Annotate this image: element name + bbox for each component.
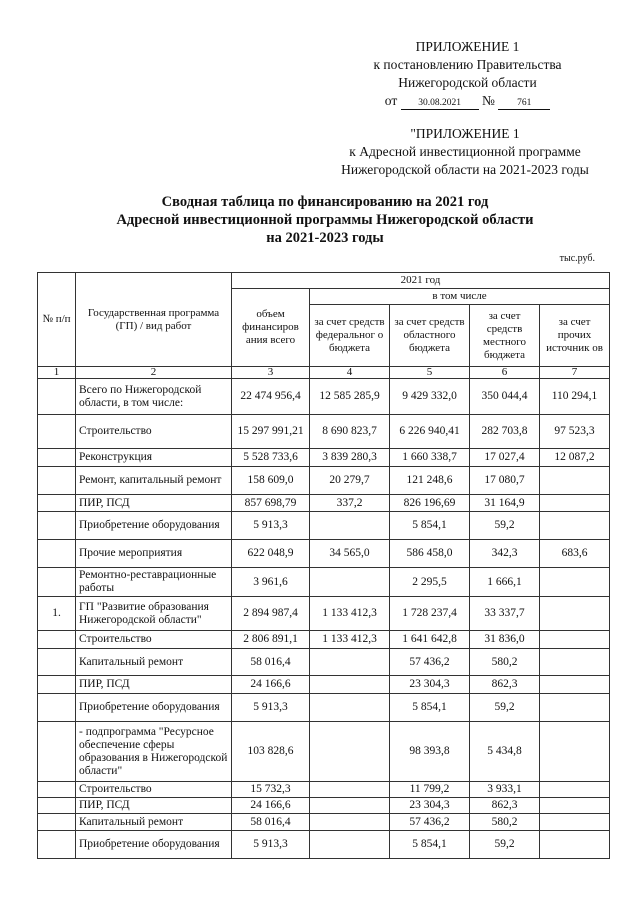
row-regional: 586 458,0 <box>390 540 470 568</box>
col-index: 5 <box>390 367 470 379</box>
document-title <box>60 193 590 247</box>
row-number <box>38 568 76 597</box>
header-year: 2021 год <box>232 273 610 289</box>
row-local: 862,3 <box>470 676 540 694</box>
row-regional: 11 799,2 <box>390 782 470 798</box>
row-local: 3 933,1 <box>470 782 540 798</box>
row-total: 58 016,4 <box>232 649 310 676</box>
row-total: 158 609,0 <box>232 467 310 495</box>
decree-date: 30.08.2021 <box>401 97 479 110</box>
row-other: 97 523,3 <box>540 415 610 449</box>
row-total: 622 048,9 <box>232 540 310 568</box>
row-other <box>540 568 610 597</box>
header-federal: за счет средств федеральног о бюджета <box>310 305 390 367</box>
col-index: 4 <box>310 367 390 379</box>
number-sign: № <box>481 93 495 108</box>
row-number <box>38 540 76 568</box>
row-local: 31 836,0 <box>470 631 540 649</box>
row-other <box>540 782 610 798</box>
appendix2-header <box>300 125 630 179</box>
title-line2: Адресной инвестиционной программы Нижегородской области <box>116 212 534 228</box>
row-local: 580,2 <box>470 814 540 831</box>
row-local: 17 027,4 <box>470 449 540 467</box>
row-name: Всего по Нижегородской области, в том числе: <box>76 379 232 415</box>
row-other <box>540 798 610 814</box>
header-program: Государственная программа (ГП) / вид работ <box>76 273 232 367</box>
row-regional: 98 393,8 <box>390 722 470 782</box>
row-number: 1. <box>38 597 76 631</box>
row-number <box>38 782 76 798</box>
appendix2-line2: к Адресной инвестиционной программе <box>349 144 581 159</box>
row-other <box>540 831 610 859</box>
row-local: 342,3 <box>470 540 540 568</box>
row-regional: 5 854,1 <box>390 831 470 859</box>
row-regional: 121 248,6 <box>390 467 470 495</box>
row-total: 15 297 991,21 <box>232 415 310 449</box>
table-row <box>38 798 610 814</box>
row-regional: 23 304,3 <box>390 798 470 814</box>
row-other <box>540 649 610 676</box>
column-index-row <box>38 367 610 379</box>
title-line3: на 2021-2023 годы <box>266 230 384 246</box>
row-total: 3 961,6 <box>232 568 310 597</box>
row-name: ПИР, ПСД <box>76 676 232 694</box>
row-regional: 5 854,1 <box>390 694 470 722</box>
appendix2-title: "ПРИЛОЖЕНИЕ 1 <box>410 126 520 141</box>
col-index: 1 <box>38 367 76 379</box>
table-row <box>38 540 610 568</box>
row-total: 24 166,6 <box>232 798 310 814</box>
row-number <box>38 722 76 782</box>
table-row <box>38 449 610 467</box>
row-federal: 1 133 412,3 <box>310 631 390 649</box>
table-row <box>38 631 610 649</box>
row-total: 2 806 891,1 <box>232 631 310 649</box>
row-federal: 34 565,0 <box>310 540 390 568</box>
financing-table <box>37 272 610 859</box>
row-other <box>540 814 610 831</box>
row-name: Капитальный ремонт <box>76 814 232 831</box>
row-number <box>38 415 76 449</box>
row-local: 580,2 <box>470 649 540 676</box>
row-local: 5 434,8 <box>470 722 540 782</box>
row-name: Строительство <box>76 631 232 649</box>
row-other <box>540 467 610 495</box>
row-regional: 57 436,2 <box>390 649 470 676</box>
header-num: № п/п <box>38 273 76 367</box>
row-total: 22 474 956,4 <box>232 379 310 415</box>
row-regional: 6 226 940,41 <box>390 415 470 449</box>
row-local: 59,2 <box>470 831 540 859</box>
header-local: за счет средств местного бюджета <box>470 305 540 367</box>
table-row <box>38 649 610 676</box>
row-name: Реконструкция <box>76 449 232 467</box>
row-regional: 1 728 237,4 <box>390 597 470 631</box>
col-index: 3 <box>232 367 310 379</box>
row-local: 350 044,4 <box>470 379 540 415</box>
row-regional: 1 641 642,8 <box>390 631 470 649</box>
appendix-line2: к постановлению Правительства <box>373 57 562 72</box>
row-regional: 9 429 332,0 <box>390 379 470 415</box>
row-regional: 57 436,2 <box>390 814 470 831</box>
row-number <box>38 467 76 495</box>
row-regional: 2 295,5 <box>390 568 470 597</box>
row-total: 5 913,3 <box>232 512 310 540</box>
row-total: 857 698,79 <box>232 495 310 512</box>
row-federal <box>310 782 390 798</box>
row-name: Приобретение оборудования <box>76 694 232 722</box>
row-name: Ремонт, капитальный ремонт <box>76 467 232 495</box>
row-federal <box>310 649 390 676</box>
row-other: 110 294,1 <box>540 379 610 415</box>
col-index: 7 <box>540 367 610 379</box>
row-number <box>38 512 76 540</box>
row-local: 282 703,8 <box>470 415 540 449</box>
header-regional: за счет средств областного бюджета <box>390 305 470 367</box>
table-row <box>38 722 610 782</box>
row-federal <box>310 694 390 722</box>
table-row <box>38 676 610 694</box>
col-index: 6 <box>470 367 540 379</box>
row-local: 1 666,1 <box>470 568 540 597</box>
row-federal <box>310 814 390 831</box>
row-federal: 12 585 285,9 <box>310 379 390 415</box>
row-regional: 23 304,3 <box>390 676 470 694</box>
row-regional: 826 196,69 <box>390 495 470 512</box>
row-local: 17 080,7 <box>470 467 540 495</box>
row-name: Приобретение оборудования <box>76 831 232 859</box>
row-number <box>38 379 76 415</box>
row-other <box>540 722 610 782</box>
row-local: 59,2 <box>470 512 540 540</box>
row-name: Строительство <box>76 782 232 798</box>
date-prefix: от <box>384 93 398 108</box>
row-number <box>38 798 76 814</box>
row-name: Капитальный ремонт <box>76 649 232 676</box>
row-number <box>38 694 76 722</box>
appendix-date-line <box>340 92 595 110</box>
row-name: - подпрограмма "Ресурсное обеспечение сферы образования в Нижегородской области" <box>76 722 232 782</box>
table-row <box>38 831 610 859</box>
row-federal <box>310 568 390 597</box>
row-name: ПИР, ПСД <box>76 798 232 814</box>
row-number <box>38 649 76 676</box>
units-label: тыс.руб. <box>559 253 595 264</box>
row-other <box>540 495 610 512</box>
header-other: за счет прочих источник ов <box>540 305 610 367</box>
row-other <box>540 694 610 722</box>
row-other <box>540 676 610 694</box>
row-total: 5 913,3 <box>232 831 310 859</box>
row-total: 2 894 987,4 <box>232 597 310 631</box>
row-name: Строительство <box>76 415 232 449</box>
table-row <box>38 512 610 540</box>
appendix2-line3: Нижегородской области на 2021-2023 годы <box>341 162 589 177</box>
table-row <box>38 782 610 798</box>
row-name: Ремонтно-реставрационные работы <box>76 568 232 597</box>
title-line1: Сводная таблица по финансированию на 2021 год <box>161 194 489 210</box>
table-row <box>38 495 610 512</box>
row-number <box>38 631 76 649</box>
row-federal: 1 133 412,3 <box>310 597 390 631</box>
row-total: 5 528 733,6 <box>232 449 310 467</box>
row-regional: 1 660 338,7 <box>390 449 470 467</box>
table-row <box>38 467 610 495</box>
row-number <box>38 831 76 859</box>
decree-number: 761 <box>498 97 550 110</box>
header-including: в том числе <box>310 289 610 305</box>
row-name: Прочие мероприятия <box>76 540 232 568</box>
appendix-header <box>340 38 595 110</box>
row-federal: 337,2 <box>310 495 390 512</box>
row-other <box>540 597 610 631</box>
row-local: 31 164,9 <box>470 495 540 512</box>
row-federal <box>310 831 390 859</box>
row-number <box>38 676 76 694</box>
table-row <box>38 694 610 722</box>
row-total: 5 913,3 <box>232 694 310 722</box>
table-row <box>38 597 610 631</box>
row-total: 103 828,6 <box>232 722 310 782</box>
row-federal <box>310 676 390 694</box>
row-number <box>38 814 76 831</box>
row-total: 58 016,4 <box>232 814 310 831</box>
row-number <box>38 449 76 467</box>
row-federal: 20 279,7 <box>310 467 390 495</box>
row-other: 12 087,2 <box>540 449 610 467</box>
row-other: 683,6 <box>540 540 610 568</box>
row-total: 15 732,3 <box>232 782 310 798</box>
row-regional: 5 854,1 <box>390 512 470 540</box>
table-row <box>38 415 610 449</box>
row-name: ГП "Развитие образования Нижегородской области" <box>76 597 232 631</box>
row-other <box>540 512 610 540</box>
row-federal: 8 690 823,7 <box>310 415 390 449</box>
row-name: ПИР, ПСД <box>76 495 232 512</box>
row-local: 33 337,7 <box>470 597 540 631</box>
row-federal <box>310 512 390 540</box>
table-row <box>38 379 610 415</box>
appendix-title: ПРИЛОЖЕНИЕ 1 <box>415 39 520 54</box>
row-number <box>38 495 76 512</box>
row-local: 59,2 <box>470 694 540 722</box>
table-row <box>38 568 610 597</box>
header-total: объем финансиров ания всего <box>232 289 310 367</box>
row-other <box>540 631 610 649</box>
row-federal: 3 839 280,3 <box>310 449 390 467</box>
table-row <box>38 814 610 831</box>
row-federal <box>310 798 390 814</box>
row-total: 24 166,6 <box>232 676 310 694</box>
row-name: Приобретение оборудования <box>76 512 232 540</box>
row-federal <box>310 722 390 782</box>
appendix-line3: Нижегородской области <box>398 75 537 90</box>
row-local: 862,3 <box>470 798 540 814</box>
col-index: 2 <box>76 367 232 379</box>
